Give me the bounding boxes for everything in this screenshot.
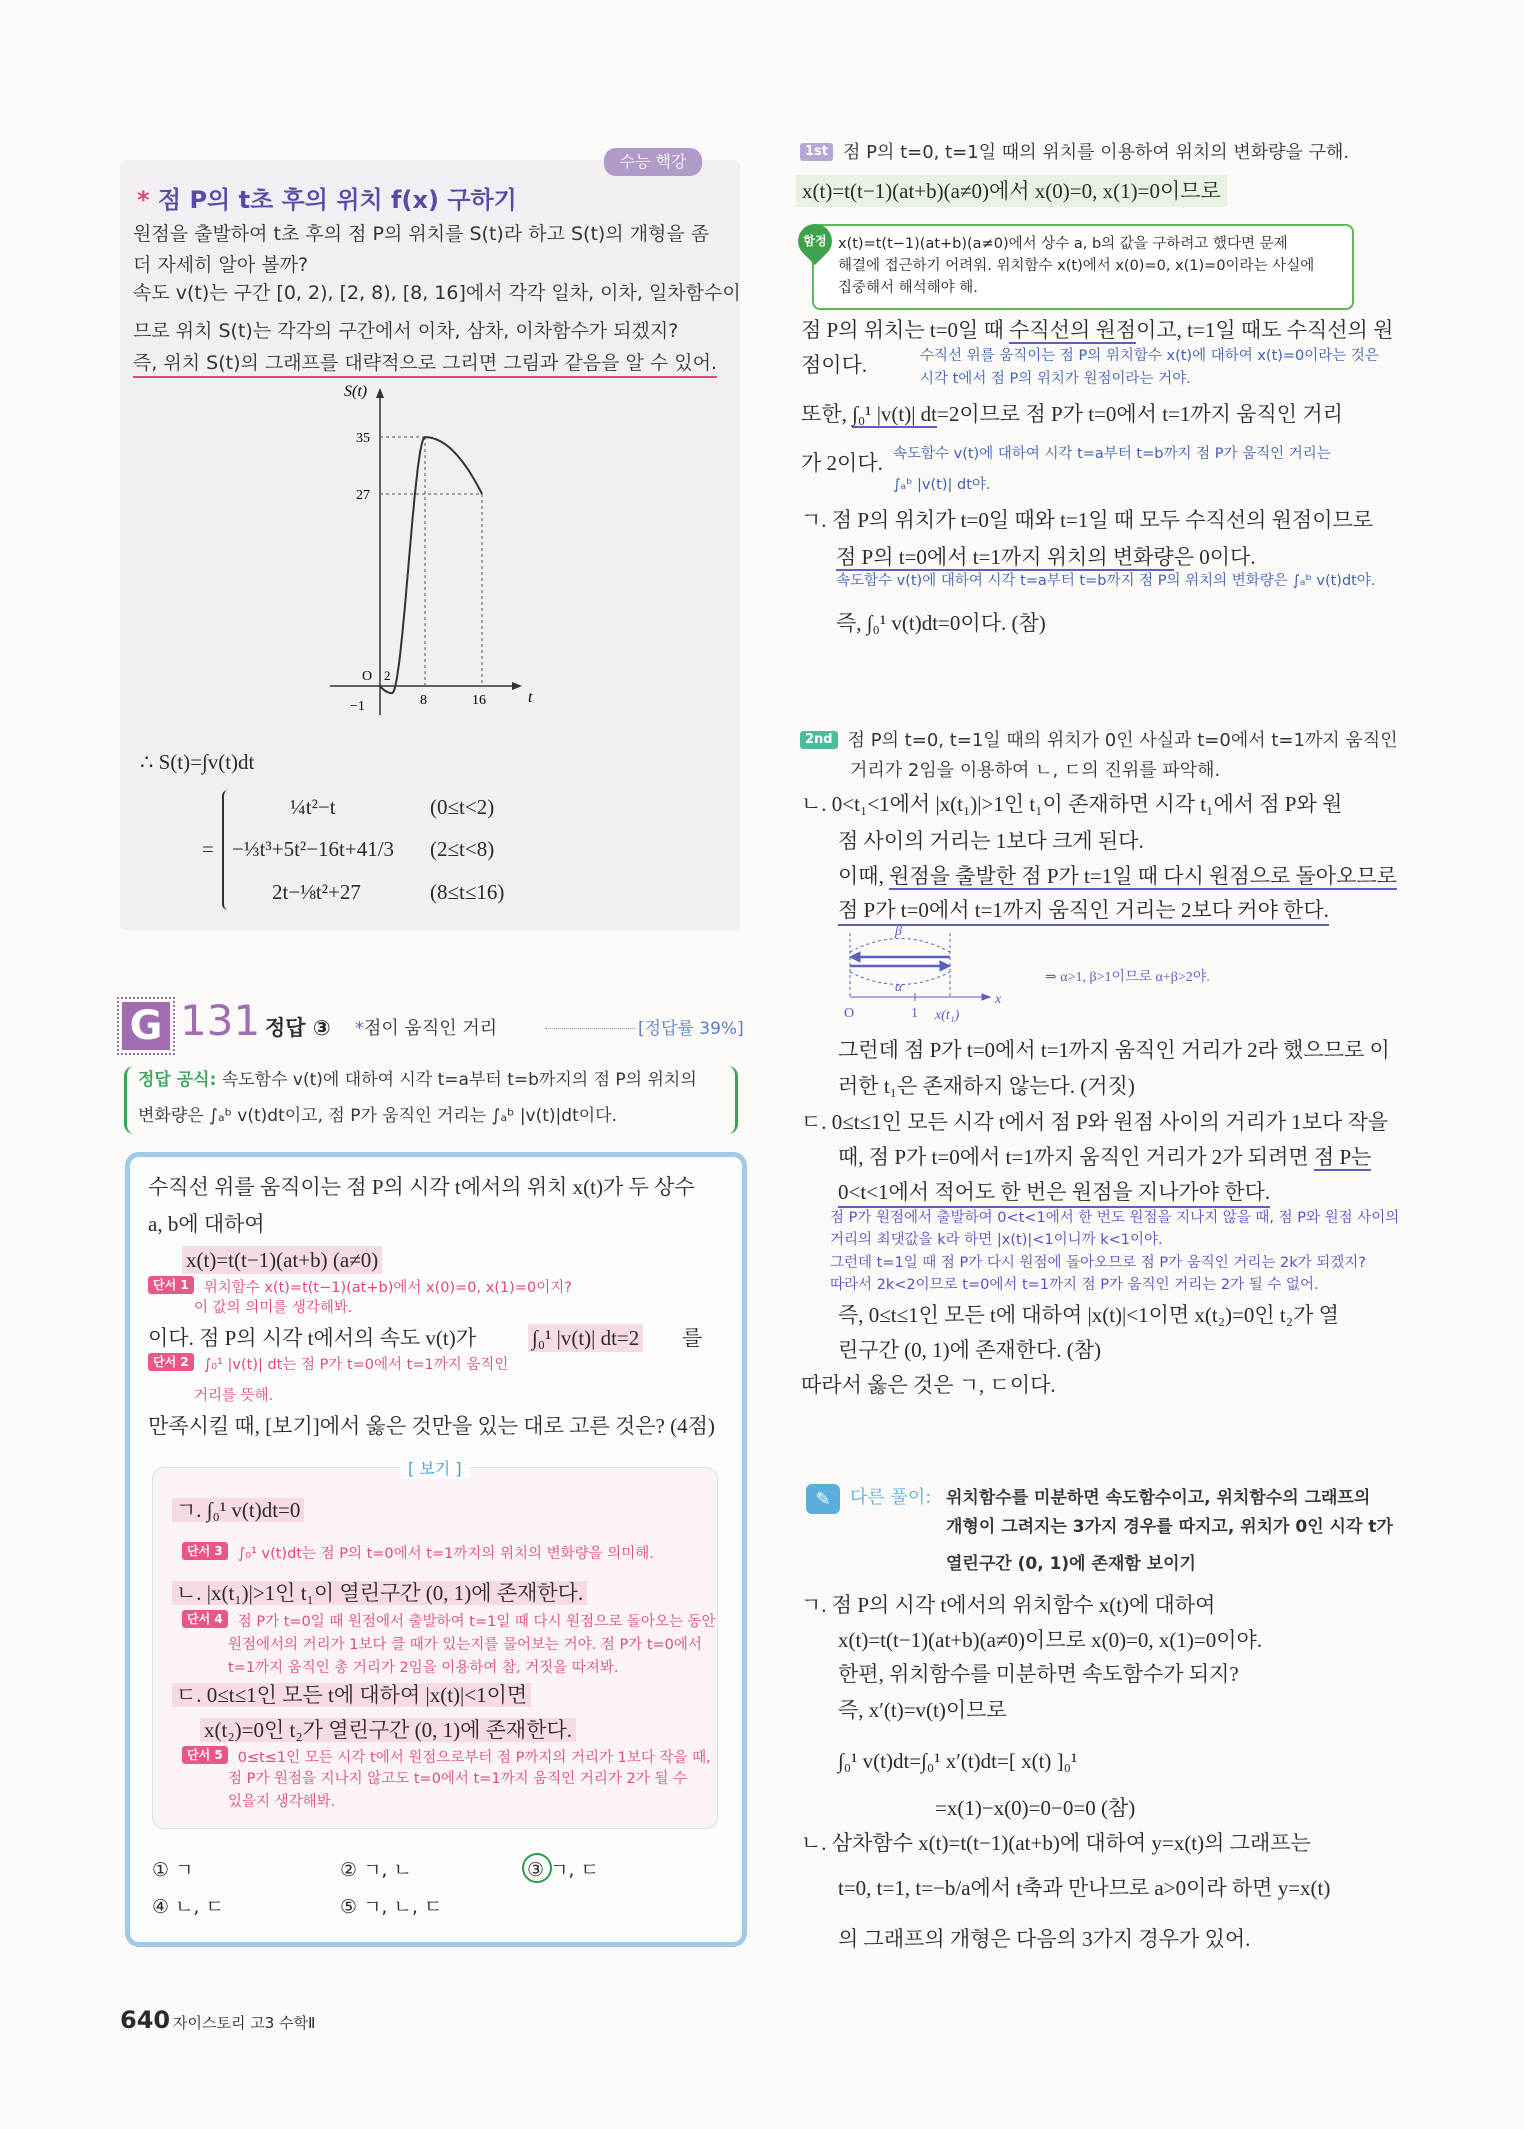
formula-text: 속도함수 v(t)에 대하여 시각 t=a부터 t=b까지의 점 P의 위치의 — [221, 1070, 697, 1090]
stem-line: 만족시킬 때, [보기]에서 옳은 것만을 있는 대로 고른 것은? (4점) — [148, 1414, 715, 1438]
tick-35: 35 — [356, 431, 370, 446]
tick-8: 8 — [420, 693, 427, 708]
problem-number: 131 — [180, 996, 261, 1045]
bogi-text: ㄱ. ∫₀¹ v(t)dt=0 — [172, 1498, 304, 1522]
underlined-text: 점 P는 — [1313, 1145, 1372, 1169]
note-line: 수직선 위를 움직이는 점 P의 위치함수 x(t)에 대하여 x(t)=0이라는 것은 — [920, 348, 1379, 364]
hint-1 — [148, 1276, 572, 1298]
step2-title-cont: 거리가 2임을 이용하여 ㄴ, ㄷ의 진위를 파악해. — [850, 760, 1221, 781]
insight-title — [137, 180, 517, 215]
note-line: 속도함수 v(t)에 대하여 시각 t=a부터 t=b까지 점 P의 위치의 변화량은 ∫ₐᵇ v(t)dt야. — [836, 573, 1376, 589]
alt-title: 개형이 그려지는 3가지 경우를 따지고, 위치가 0인 시각 t가 — [946, 1517, 1393, 1537]
hint-text: 점 P가 t=0일 때 원점에서 출발하여 t=1일 때 다시 원점으로 돌아오는 동안 — [237, 1614, 716, 1630]
s-curve — [380, 437, 482, 693]
choice-1[interactable]: ① ㄱ — [152, 1859, 194, 1881]
underlined-text: 원점을 출발한 점 P가 t=1일 때 다시 원점으로 돌아오므로 — [889, 864, 1397, 888]
solution-line: 점 사이의 거리는 1보다 크게 된다. — [838, 829, 1144, 853]
solution-line — [836, 543, 1256, 571]
alt-line: 즉, x′(t)=v(t)이므로 — [838, 1698, 1007, 1722]
tick-16: 16 — [472, 693, 486, 708]
formula-line — [138, 1067, 697, 1093]
solution-line: 즉, ∫₀¹ v(t)dt=0이다. (참) — [836, 611, 1046, 635]
hint-1-cont: 이 값의 의미를 생각해봐. — [194, 1300, 353, 1316]
book-title: 자이스토리 고3 수학Ⅱ — [173, 2014, 316, 2032]
origin-label: O — [844, 1006, 855, 1021]
bogi-label: [ 보기 ] — [400, 1456, 470, 1479]
text: 이때, — [838, 864, 890, 888]
trap-line: 해결에 접근하기 어려워. 위치함수 x(t)에서 x(0)=0, x(1)=0이라는 사실에 — [838, 258, 1315, 274]
case-2-expr: −⅓t³+5t²−16t+41/3 — [232, 837, 395, 861]
distance-condition: ∫₀¹ |v(t)| dt=2 — [528, 1324, 643, 1352]
alt-line: ㄴ. 삼차함수 x(t)=t(t−1)(at+b)에 대하여 y=x(t)의 그래프는 — [801, 1831, 1311, 1855]
hint-3 — [182, 1542, 654, 1564]
alt-title: 열린구간 (0, 1)에 존재함 보이기 — [946, 1554, 1196, 1574]
trap-line: 집중해서 해석해야 해. — [838, 280, 978, 296]
note-line: 점 P가 원점에서 출발하여 0<t<1에서 한 번도 원점을 지나지 않을 때, 점 P와 원점 사이의 — [830, 1210, 1400, 1226]
bogi-text: ㄴ. |x(t₁)|>1인 t₁이 열린구간 (0, 1)에 존재한다. — [172, 1581, 587, 1605]
note-line: 그런데 t=1일 때 점 P가 다시 원점에 돌아오므로 점 P가 움직인 거리는 2k가 되겠지? — [830, 1255, 1366, 1271]
text: =2이므로 점 P가 t=0에서 t=1까지 움직인 거리 — [937, 402, 1343, 426]
stem-line: 이다. 점 P의 시각 t에서의 속도 v(t)가 — [148, 1326, 477, 1350]
asterisk-icon: * — [355, 1018, 364, 1039]
formula-label: 정답 공식: — [138, 1070, 217, 1090]
alt-line: =x(1)−x(0)=0−0=0 (참) — [935, 1796, 1136, 1820]
alpha-label: α — [895, 980, 903, 995]
xt1-label: x(t₁) — [935, 1008, 960, 1023]
text: 때, 점 P가 t=0에서 t=1까지 움직인 거리가 2가 되려면 — [838, 1145, 1314, 1169]
answer-label: 정답 ③ — [265, 1016, 331, 1040]
position-graph — [300, 380, 550, 720]
y-axis-arrow-icon — [376, 388, 384, 398]
beta-label: β — [895, 925, 902, 939]
case-3-range: (8≤t≤16) — [430, 880, 505, 904]
distance-diagram — [835, 925, 1335, 1025]
bogi-text: ㄷ. 0≤t≤1인 모든 t에 대하여 |x(t)|<1이면 — [172, 1683, 531, 1707]
underlined-line: 0<t<1에서 적어도 한 번은 원점을 지나가야 한다. — [838, 1178, 1270, 1208]
underlined-text: 점 P의 t=0에서 t=1까지 위치의 변화량 — [836, 545, 1174, 569]
underlined-text: 수직선의 원점 — [1009, 318, 1137, 342]
case-3-expr: 2t−⅛t²+27 — [272, 880, 361, 904]
tick-minus1: −1 — [350, 699, 365, 714]
hint-tag: 단서 5 — [182, 1746, 228, 1764]
solution-line: ㄱ. 점 P의 위치가 t=0일 때와 t=1일 때 모두 수직선의 원점이므로 — [801, 508, 1374, 532]
number-line-arrow-icon — [982, 994, 990, 1000]
alt-line: 의 그래프의 개형은 다음의 3가지 경우가 있어. — [838, 1927, 1251, 1951]
stem-line: a, b에 대하여 — [148, 1212, 265, 1236]
hint-2-cont: 거리를 뜻해. — [194, 1388, 274, 1404]
case-1-expr: ¼t²−t — [290, 795, 336, 819]
note-line: 속도함수 v(t)에 대하여 시각 t=a부터 t=b까지 점 P가 움직인 거리는 — [893, 446, 1331, 462]
solution-line — [801, 316, 1393, 344]
hint-tag: 단서 4 — [182, 1610, 228, 1628]
formula-line: 변화량은 ∫ₐᵇ v(t)dt이고, 점 P가 움직인 거리는 ∫ₐᵇ |v(t)|dt이다. — [138, 1106, 617, 1126]
case-2-range: (2≤t<8) — [430, 837, 495, 861]
solution-line: 가 2이다. — [801, 451, 883, 475]
x-axis-label: x — [995, 992, 1002, 1007]
note-line: ∫ₐᵇ |v(t)| dt야. — [893, 477, 991, 493]
alt-line: 한편, 위치함수를 미분하면 속도함수가 되지? — [838, 1662, 1239, 1686]
note-line: 시각 t에서 점 P의 위치가 원점이라는 거야. — [920, 371, 1191, 387]
text: 점 P의 위치는 t=0일 때 — [801, 318, 1010, 342]
arrow-right-icon — [940, 961, 950, 971]
topic-text: 점이 움직인 거리 — [364, 1018, 498, 1039]
x-label: t — [528, 689, 533, 706]
csat-badge: 수능 핵강 — [604, 148, 702, 176]
solution-line: ㄴ. 0<t₁<1에서 |x(t₁)|>1인 t₁이 존재하면 시각 t₁에서 점 P와 원 — [801, 792, 1343, 816]
alt-line: ∫₀¹ v(t)dt=∫₀¹ x′(t)dt=[ x(t) ]₀¹ — [838, 1749, 1078, 1773]
step2-badge: 2nd — [800, 731, 838, 749]
stem-line: 수직선 위를 움직이는 점 P의 시각 t에서의 위치 x(t)가 두 상수 — [148, 1175, 695, 1199]
trap-line: x(t)=t(t−1)(at+b)(a≠0)에서 상수 a, b의 값을 구하려고 했다면 문제 — [838, 236, 1288, 252]
note-line: 거리의 최댓값을 k라 하면 |x(t)|<1이니까 k<1이야. — [830, 1232, 1163, 1248]
alt-title: 위치함수를 미분하면 속도함수이고, 위치함수의 그래프의 — [946, 1488, 1371, 1508]
selected-circle-icon — [522, 1853, 552, 1883]
solution-line — [838, 862, 1397, 890]
hint-4 — [182, 1610, 715, 1632]
one-label: 1 — [911, 1006, 918, 1021]
hint-tag: 단서 2 — [148, 1353, 194, 1371]
note-line: 따라서 2k<2이므로 t=0에서 t=1까지 점 P가 움직인 거리는 2가 될 수 없어. — [830, 1277, 1319, 1293]
bogi-item — [172, 1579, 587, 1607]
alt-line: x(t)=t(t−1)(at+b)(a≠0)이므로 x(0)=0, x(1)=0이야. — [838, 1628, 1263, 1652]
diagram-note: ⇒ α>1, β>1이므로 α+β>2야. — [1045, 970, 1210, 985]
insight-line: 더 자세히 알아 볼까? — [133, 254, 309, 276]
y-label: S(t) — [344, 383, 368, 400]
stem-line: 를 — [682, 1326, 703, 1350]
step1-title: 점 P의 t=0, t=1일 때의 위치를 이용하여 위치의 변화량을 구해. — [843, 142, 1350, 163]
bogi-text: x(t₂)=0인 t₂가 열린구간 (0, 1)에 존재한다. — [200, 1718, 576, 1742]
tick-2: 2 — [384, 668, 391, 683]
solution-line: 린구간 (0, 1)에 존재한다. (참) — [838, 1338, 1102, 1362]
alternative-solution-icon: ✎ — [806, 1484, 840, 1514]
trap-label: 함정 — [803, 234, 827, 248]
solution-line — [838, 1143, 1371, 1171]
solution-line: ㄷ. 0≤t≤1인 모든 시각 t에서 점 P와 원점 사이의 거리가 1보다 작을 — [801, 1110, 1389, 1134]
solution-line: 점이다. — [801, 353, 868, 377]
correct-rate: [정답률 39%] — [638, 1019, 744, 1039]
origin-label: O — [362, 669, 373, 684]
bogi-item-cont — [200, 1716, 576, 1744]
choice-3-selected[interactable]: ③ ㄱ, ㄷ — [527, 1859, 599, 1881]
solution-line — [801, 400, 1343, 428]
step1-header — [800, 140, 1349, 166]
text: 이고, t=1일 때도 수직선의 원 — [1136, 318, 1394, 342]
hint-5-cont: 있을지 생각해봐. — [228, 1794, 336, 1810]
solution-line: 그런데 점 P가 t=0에서 t=1까지 움직인 거리가 2라 했으므로 이 — [838, 1038, 1390, 1062]
case-1-range: (0≤t<2) — [430, 795, 495, 819]
text: 또한, — [801, 402, 853, 426]
step2-header — [800, 728, 1398, 754]
underlined-line: 점 P가 t=0에서 t=1까지 움직인 거리는 2보다 커야 한다. — [838, 896, 1329, 926]
alt-line: ㄱ. 점 P의 시각 t에서의 위치함수 x(t)에 대하여 — [801, 1593, 1216, 1617]
solution-line: x(t)=t(t−1)(at+b)(a≠0)에서 x(0)=0, x(1)=0이므로 — [796, 175, 1227, 207]
tick-27: 27 — [356, 488, 370, 503]
insight-line-underlined: 즉, 위치 S(t)의 그래프를 대략적으로 그리면 그림과 같음을 알 수 있어. — [133, 350, 717, 378]
insight-line: 므로 위치 S(t)는 각각의 구간에서 이차, 삼차, 이차함수가 되겠지? — [133, 320, 679, 342]
cases-brace — [222, 790, 232, 910]
insight-line: 속도 v(t)는 구간 [0, 2), [2, 8), [8, 16]에서 각각 일차, 이차, 일차함수이 — [133, 282, 741, 304]
step1-badge: 1st — [800, 143, 833, 161]
choice-2[interactable]: ② ㄱ, ㄴ — [340, 1859, 412, 1881]
hint-2 — [148, 1353, 508, 1375]
text: 은 0이다. — [1173, 545, 1256, 569]
problem-topic — [355, 1014, 497, 1040]
hint-4-cont: t=1까지 움직인 총 거리가 2임을 이용하여 참, 거짓을 따져봐. — [228, 1660, 619, 1676]
choice-5[interactable]: ⑤ ㄱ, ㄴ, ㄷ — [340, 1896, 443, 1918]
hint-4-cont: 원점에서의 거리가 1보다 클 때가 있는지를 물어보는 거야. 점 P가 t=0에서 — [228, 1637, 702, 1653]
choice-4[interactable]: ④ ㄴ, ㄷ — [152, 1896, 224, 1918]
hint-text: 위치함수 x(t)=t(t−1)(at+b)에서 x(0)=0, x(1)=0이지? — [203, 1280, 572, 1296]
hint-text: ∫₀¹ |v(t)| dt는 점 P가 t=0에서 t=1까지 움직인 — [203, 1357, 509, 1373]
hint-tag: 단서 3 — [182, 1542, 228, 1560]
alt-line: t=0, t=1, t=−b/a에서 t축과 만나므로 a>0이라 하면 y=x(t) — [838, 1876, 1331, 1900]
dotted-leader — [545, 1028, 635, 1029]
insight-line: 원점을 출발하여 t초 후의 점 P의 위치를 S(t)라 하고 S(t)의 개형을 좀 — [133, 223, 710, 245]
hint-tag: 단서 1 — [148, 1276, 194, 1294]
hint-5 — [182, 1746, 711, 1768]
hint-text: 0≤t≤1인 모든 시각 t에서 원점으로부터 점 P까지의 거리가 1보다 작을 때, — [237, 1750, 711, 1766]
hint-5-cont: 점 P가 원점을 지나지 않고도 t=0에서 t=1까지 움직인 거리가 2가 될 수 — [228, 1771, 687, 1787]
underlined-text: ∫₀¹ |v(t)| dt — [852, 402, 938, 426]
arrow-left-icon — [850, 952, 860, 962]
insight-title-text: 점 P의 t초 후의 위치 f(x) 구하기 — [157, 186, 517, 214]
x-axis-arrow-icon — [512, 682, 522, 690]
asterisk-icon: * — [137, 186, 150, 214]
category-letter: G — [122, 1002, 170, 1050]
step2-title: 점 P의 t=0, t=1일 때의 위치가 0인 사실과 t=0에서 t=1까지 움직인 — [847, 730, 1398, 751]
page-number: 640 — [120, 2006, 171, 2034]
s-integral: ∴ S(t)=∫v(t)dt — [140, 750, 255, 774]
hint-text: ∫₀¹ v(t)dt는 점 P의 t=0에서 t=1까지의 위치의 변화량을 의미해. — [237, 1546, 654, 1562]
conclusion-line: 따라서 옳은 것은 ㄱ, ㄷ이다. — [801, 1373, 1056, 1397]
bogi-item — [172, 1681, 531, 1709]
alt-label: 다른 풀이: — [850, 1487, 932, 1508]
equals-sign: = — [202, 837, 214, 861]
solution-line: 즉, 0≤t≤1인 모든 t에 대하여 |x(t)|<1이면 x(t₂)=0인 t₂가 열 — [838, 1303, 1339, 1327]
position-function: x(t)=t(t−1)(at+b) (a≠0) — [182, 1246, 382, 1274]
solution-line: 러한 t₁은 존재하지 않는다. (거짓) — [838, 1074, 1135, 1098]
trap-pin-icon — [791, 217, 839, 265]
bogi-item — [172, 1496, 304, 1524]
